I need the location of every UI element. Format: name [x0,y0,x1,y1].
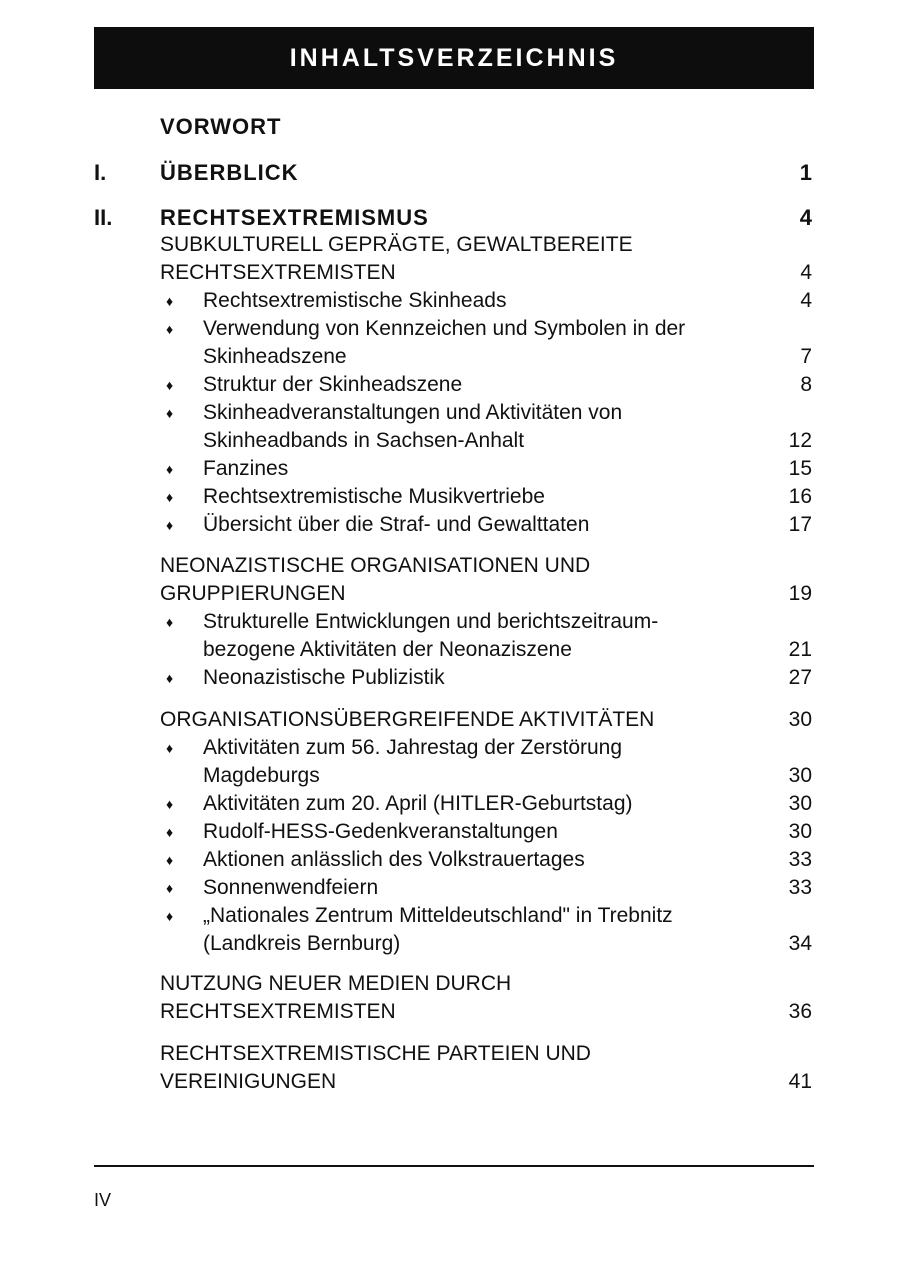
toc-page-number: 33 [788,876,812,899]
toc-page-number: 8 [800,373,812,396]
toc-item[interactable]: Übersicht über die Straf- und Gewalttaten [203,513,590,536]
toc-item[interactable]: Rechtsextremistische Musikvertriebe [203,485,545,508]
toc-page-number: 27 [788,666,812,689]
toc-item[interactable]: Strukturelle Entwicklungen und berichtszeitraum- [203,610,659,633]
toc-subsection-title[interactable]: GRUPPIERUNGEN [160,582,346,605]
bullet-icon: ♦ [166,670,174,686]
toc-page-number: 30 [788,820,812,843]
toc-vorwort[interactable]: VORWORT [160,114,282,139]
toc-page-number: 30 [788,764,812,787]
toc-page-number: 17 [788,513,812,536]
toc-page-number: 1 [799,160,812,185]
toc-item[interactable]: Magdeburgs [203,764,320,787]
toc-item[interactable]: Aktivitäten zum 20. April (HITLER-Geburtstag) [203,792,633,815]
bullet-icon: ♦ [166,908,174,924]
toc-subsection-title[interactable]: RECHTSEXTREMISTISCHE PARTEIEN UND [160,1042,591,1065]
toc-item[interactable]: Aktionen anlässlich des Volkstrauertages [203,848,585,871]
toc-subsection-title[interactable]: ORGANISATIONSÜBERGREIFENDE AKTIVITÄTEN [160,708,655,731]
bullet-icon: ♦ [166,824,174,840]
toc-page-number: 21 [788,638,812,661]
toc-item[interactable]: Aktivitäten zum 56. Jahrestag der Zerstörung [203,736,623,759]
toc-subsection-title[interactable]: SUBKULTURELL GEPRÄGTE, GEWALTBEREITE [160,233,633,256]
toc-item[interactable]: Sonnenwendfeiern [203,876,379,899]
page-title: INHALTSVERZEICHNIS [289,43,619,72]
toc-page-number: 33 [788,848,812,871]
bullet-icon: ♦ [166,405,174,421]
toc-page-number: 16 [788,485,812,508]
toc-item[interactable]: Rudolf-HESS-Gedenkveranstaltungen [203,820,558,843]
bullet-icon: ♦ [166,740,174,756]
toc-subsection-title[interactable]: RECHTSEXTREMISTEN [160,1000,396,1023]
toc-item[interactable]: Skinheadszene [203,345,347,368]
toc-page-number: 4 [800,261,812,284]
toc-subsection-title[interactable]: NUTZUNG NEUER MEDIEN DURCH [160,972,512,995]
toc-subsection-title[interactable]: NEONAZISTISCHE ORGANISATIONEN UND [160,554,591,577]
toc-page-number: 4 [800,289,812,312]
bullet-icon: ♦ [166,517,174,533]
toc-page-number: 30 [788,708,812,731]
toc-page-number: 7 [800,345,812,368]
toc-item[interactable]: Verwendung von Kennzeichen und Symbolen in der [203,317,686,340]
toc-page-number: 36 [788,1000,812,1023]
bullet-icon: ♦ [166,293,174,309]
toc-section-title[interactable]: RECHTSEXTREMISMUS [160,205,429,230]
toc-item[interactable]: Skinheadbands in Sachsen-Anhalt [203,429,525,452]
toc-section-number: I. [94,160,107,185]
bullet-icon: ♦ [166,377,174,393]
toc-section-title[interactable]: ÜBERBLICK [160,160,299,185]
toc-item[interactable]: Skinheadveranstaltungen und Aktivitäten von [203,401,623,424]
toc-page-number: 12 [788,429,812,452]
toc-section-number: II. [94,205,113,230]
toc-item[interactable]: Struktur der Skinheadszene [203,373,463,396]
bullet-icon: ♦ [166,880,174,896]
bullet-icon: ♦ [166,852,174,868]
toc-item[interactable]: (Landkreis Bernburg) [203,932,401,955]
toc-page-number: 19 [788,582,812,605]
bullet-icon: ♦ [166,614,174,630]
toc-subsection-title[interactable]: RECHTSEXTREMISTEN [160,261,396,284]
toc-page-number: 41 [788,1070,812,1093]
footer-divider [94,1165,814,1167]
toc-item[interactable]: bezogene Aktivitäten der Neonaziszene [203,638,572,661]
toc-page-number: 34 [788,932,812,955]
toc-page-number: 4 [799,205,812,230]
footer-page-number: IV [94,1190,112,1210]
toc-page-number: 30 [788,792,812,815]
toc-item[interactable]: Rechtsextremistische Skinheads [203,289,507,312]
bullet-icon: ♦ [166,461,174,477]
toc-subsection-title[interactable]: VEREINIGUNGEN [160,1070,337,1093]
toc-item[interactable]: Neonazistische Publizistik [203,666,445,689]
bullet-icon: ♦ [166,489,174,505]
bullet-icon: ♦ [166,796,174,812]
toc-item[interactable]: Fanzines [203,457,289,480]
header-bar [94,27,814,89]
toc-page-number: 15 [788,457,812,480]
toc-item[interactable]: „Nationales Zentrum Mitteldeutschland" in Trebnitz [203,904,673,927]
bullet-icon: ♦ [166,321,174,337]
